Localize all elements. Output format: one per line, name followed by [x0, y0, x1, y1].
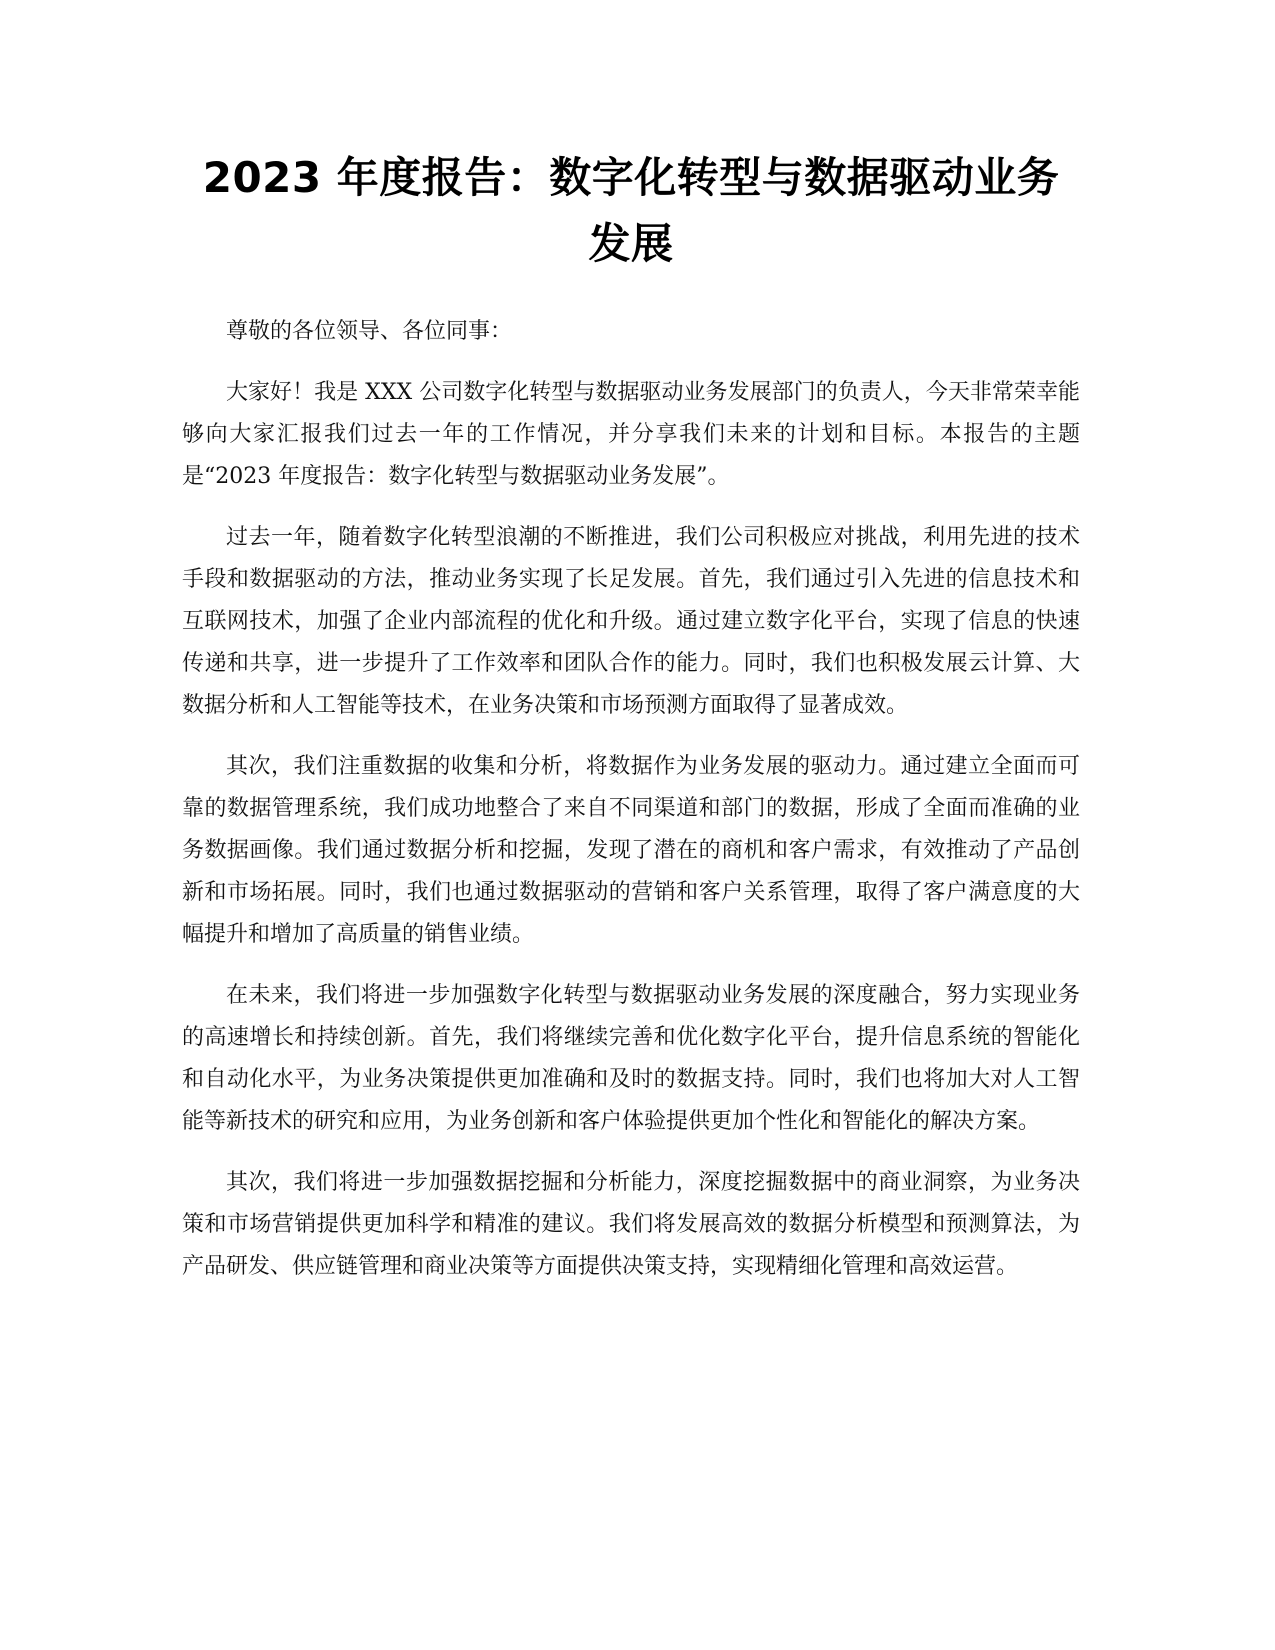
salutation: 尊敬的各位领导、各位同事： [226, 319, 513, 344]
document-page [182, 145, 1080, 1307]
document-body [182, 311, 1080, 1288]
paragraph-data-mining: 其次，我们将进一步加强数据挖掘和分析能力，深度挖掘数据中的商业洞察，为业务决策和市场营销提供更加科学和精准的建议。我们将发展高效的数据分析模型和预测算法，为产品研发、供应链管理和商业决策等方面提供决策支持，实现精细化管理和高效运营。 [182, 1170, 1080, 1279]
document-title [182, 145, 1080, 277]
document-title-line-1: 2023 年度报告：数字化转型与数据驱动业务 [202, 153, 1060, 202]
paragraph-introduction: 大家好！我是 XXX 公司数字化转型与数据驱动业务发展部门的负责人，今天非常荣幸能够向大家汇报我们过去一年的工作情况，并分享我们未来的计划和目标。本报告的主题是“2023 年度报告：数字化转型与数据驱动业务发展”。 [182, 380, 1080, 489]
paragraph-future-plan: 在未来，我们将进一步加强数字化转型与数据驱动业务发展的深度融合，努力实现业务的高速增长和持续创新。首先，我们将继续完善和优化数字化平台，提升信息系统的智能化和自动化水平，为业务决策提供更加准确和及时的数据支持。同时，我们也将加大对人工智能等新技术的研究和应用，为业务创新和客户体验提供更加个性化和智能化的解决方案。 [182, 983, 1080, 1134]
document-title-line-2: 发展 [588, 219, 674, 268]
paragraph-past-year: 过去一年，随着数字化转型浪潮的不断推进，我们公司积极应对挑战，利用先进的技术手段和数据驱动的方法，推动业务实现了长足发展。首先，我们通过引入先进的信息技术和互联网技术，加强了企业内部流程的优化和升级。通过建立数字化平台，实现了信息的快速传递和共享，进一步提升了工作效率和团队合作的能力。同时，我们也积极发展云计算、大数据分析和人工智能等技术，在业务决策和市场预测方面取得了显著成效。 [182, 525, 1080, 718]
paragraph-data-driven: 其次，我们注重数据的收集和分析，将数据作为业务发展的驱动力。通过建立全面而可靠的数据管理系统，我们成功地整合了来自不同渠道和部门的数据，形成了全面而准确的业务数据画像。我们通过数据分析和挖掘，发现了潜在的商机和客户需求，有效推动了产品创新和市场拓展。同时，我们也通过数据驱动的营销和客户关系管理，取得了客户满意度的大幅提升和增加了高质量的销售业绩。 [182, 754, 1080, 947]
